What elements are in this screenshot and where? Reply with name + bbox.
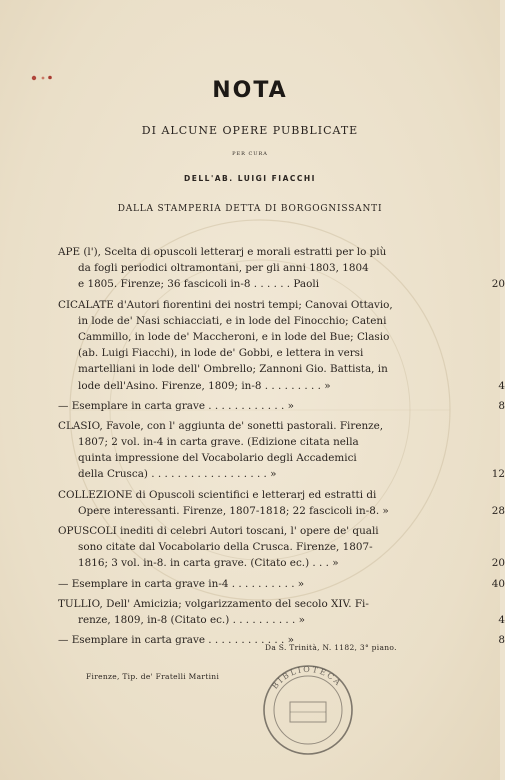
- entry-price: 40: [491, 577, 505, 590]
- entry-text: Opere interessanti. Firenze, 1807-1818; 22 fascicoli in-8. »: [78, 504, 389, 517]
- entry-line: [58, 297, 443, 313]
- library-stamp: [248, 660, 368, 760]
- entry-line: [58, 378, 505, 394]
- entry-line: [58, 576, 505, 592]
- entry-line: [58, 329, 443, 345]
- catalogue-entry: [58, 487, 505, 519]
- entry-text: (ab. Luigi Fiacchi), in lode de' Gobbi, e lettera in versi: [78, 347, 364, 360]
- entry-text: — Esemplare in carta grave . . . . . . . . . . . . »: [58, 399, 294, 412]
- catalogue-entry: [58, 596, 505, 628]
- entry-text: quinta impressione del Vocabolario degli Accademici: [78, 452, 357, 465]
- imprint-line: Firenze, Tip. de' Fratelli Martini: [86, 672, 220, 681]
- catalogue-entry: [58, 244, 505, 293]
- entry-line: [58, 244, 443, 260]
- page-subtitle: DI ALCUNE OPERE PUBBLICATE: [141, 124, 359, 137]
- entry-line: [58, 555, 505, 571]
- entry-price: 4: [498, 613, 505, 626]
- entry-line: [58, 345, 443, 361]
- author-line: DELL'AB. LUIGI FIACCHI: [184, 174, 316, 183]
- entry-text: OPUSCOLI inediti di celebri Autori toscani, l' opere de' quali: [58, 525, 379, 537]
- entry-price: 28: [491, 504, 505, 517]
- entry-text: Cammillo, in lode de' Maccheroni, e in lode del Bue; Clasio: [78, 330, 390, 343]
- entry-text: — Esemplare in carta grave in-4 . . . . . . . . . . »: [58, 577, 305, 590]
- address-line: Da S. Trinità, N. 1182, 3° piano.: [265, 643, 397, 652]
- entry-line: [58, 313, 443, 329]
- entry-text: 1816; 3 vol. in-8. in carta grave. (Citato ec.) . . . »: [78, 557, 339, 570]
- stamp-text: BIBLIOTECA: [270, 664, 344, 691]
- entry-text: 1807; 2 vol. in-4 in carta grave. (Edizione citata nella: [78, 436, 359, 449]
- catalogue-entry: [58, 418, 505, 483]
- entry-line: [58, 503, 505, 519]
- entry-text: martelliani in lode dell' Ombrello; Zannoni Gio. Battista, in: [78, 363, 388, 376]
- entry-line: [58, 276, 505, 292]
- entry-text: in lode de' Nasi schiacciati, e in lode del Finocchio; Cateni: [78, 314, 387, 327]
- per-cura-label: PER CURA: [232, 151, 268, 157]
- entry-text: CICALATE d'Autori fiorentini dei nostri tempi; Canovai Ottavio,: [58, 298, 393, 311]
- entry-line: [58, 418, 443, 434]
- entry-line: [58, 523, 443, 539]
- entry-price: 4: [498, 379, 505, 392]
- entry-price: 8: [498, 399, 505, 412]
- catalogue-entry: [58, 398, 505, 414]
- entry-text: APE (l'), Scelta di opuscoli letterarj e morali estratti per lo più: [58, 246, 387, 258]
- entry-price: 20: [491, 278, 505, 291]
- catalogue-entry: [58, 523, 505, 572]
- entry-line: [58, 398, 505, 414]
- entry-line: [58, 596, 443, 612]
- entry-text: da fogli periodici oltramontani, per gli anni 1803, 1804: [78, 262, 369, 275]
- entry-line: [58, 487, 443, 503]
- entry-price: 8: [498, 634, 505, 647]
- entry-text: CLASIO, Favole, con l' aggiunta de' sonetti pastorali. Firenze,: [58, 419, 384, 432]
- entry-text: renze, 1809, in-8 (Citato ec.) . . . . . . . . . . »: [78, 613, 306, 626]
- catalogue-entry: [58, 576, 505, 592]
- entry-text: e 1805. Firenze; 36 fascicoli in-8 . . . . . . Paoli: [78, 278, 320, 291]
- entry-text: TULLIO, Dell' Amicizia; volgarizzamento del secolo XIV. Fi-: [58, 597, 369, 610]
- entry-line: [58, 539, 443, 555]
- entry-text: lode dell'Asino. Firenze, 1809; in-8 . . . . . . . . . »: [78, 379, 331, 392]
- catalogue-entry: [58, 297, 505, 394]
- entry-line: [58, 361, 443, 377]
- entry-line: [58, 260, 443, 276]
- entry-line: [58, 612, 505, 628]
- entry-line: [58, 450, 443, 466]
- entry-price: 20: [491, 557, 505, 570]
- entry-text: — Esemplare in carta grave . . . . . . . . . . . . »: [58, 634, 294, 647]
- printer-line: DALLA STAMPERIA DETTA DI BORGOGNISSANTI: [117, 204, 383, 214]
- entry-text: della Crusca) . . . . . . . . . . . . . . . . . . »: [78, 468, 277, 481]
- entry-text: COLLEZIONE di Opuscoli scientifici e letterarj ed estratti di: [58, 488, 377, 501]
- catalogue-list: [58, 244, 505, 652]
- entry-price: 12: [491, 468, 505, 481]
- entry-line: [58, 434, 443, 450]
- entry-line: [58, 466, 505, 482]
- page-title: NOTA: [212, 78, 288, 103]
- entry-text: sono citate dal Vocabolario della Crusca. Firenze, 1807-: [78, 541, 373, 554]
